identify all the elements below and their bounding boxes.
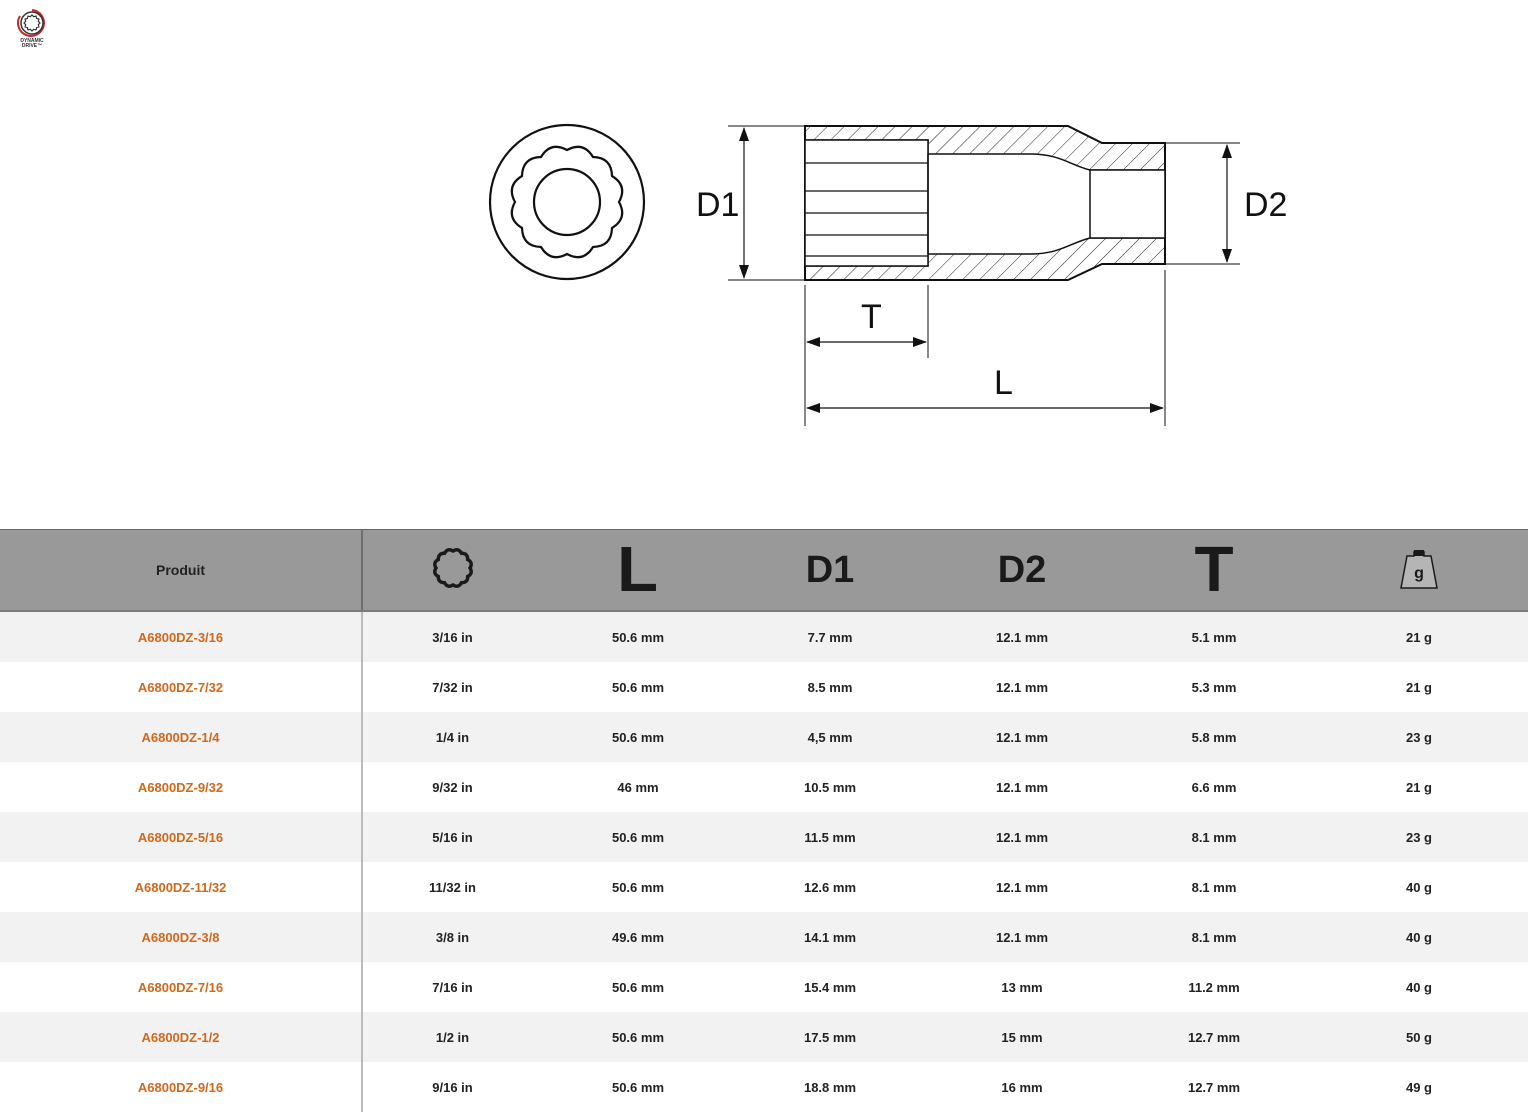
t-cell: 11.2 mm [1118, 962, 1310, 1012]
socket-end-view [490, 125, 644, 279]
t-cell: 8.1 mm [1118, 912, 1310, 962]
weight-cell: 40 g [1310, 962, 1528, 1012]
t-cell: 8.1 mm [1118, 812, 1310, 862]
t-label: T [861, 298, 882, 336]
product-cell[interactable]: A6800DZ-3/16 [0, 611, 362, 662]
d2-cell: 12.1 mm [926, 712, 1118, 762]
d2-cell: 12.1 mm [926, 912, 1118, 962]
header-t-label: T [1194, 532, 1234, 605]
weight-cell: 40 g [1310, 862, 1528, 912]
t-cell: 5.1 mm [1118, 611, 1310, 662]
length-cell: 50.6 mm [542, 962, 734, 1012]
logo-text-line2: DRIVE™ [21, 43, 43, 49]
header-weight [1310, 530, 1528, 612]
length-cell: 50.6 mm [542, 662, 734, 712]
header-d2-label: D2 [997, 549, 1047, 591]
length-cell: 50.6 mm [542, 862, 734, 912]
product-cell[interactable]: A6800DZ-3/8 [0, 912, 362, 962]
weight-cell: 21 g [1310, 611, 1528, 662]
size-cell: 11/32 in [362, 862, 542, 912]
table-row [0, 762, 1528, 812]
table-row [0, 862, 1528, 912]
header-size [362, 530, 542, 612]
d2-cell: 12.1 mm [926, 662, 1118, 712]
d1-label: D1 [696, 186, 740, 224]
d2-cell: 12.1 mm [926, 762, 1118, 812]
size-cell: 1/2 in [362, 1012, 542, 1062]
socket-technical-drawing [470, 110, 1310, 440]
d1-cell: 14.1 mm [734, 912, 926, 962]
d1-cell: 4,5 mm [734, 712, 926, 762]
d2-cell: 12.1 mm [926, 862, 1118, 912]
d2-cell: 15 mm [926, 1012, 1118, 1062]
weight-cell: 21 g [1310, 662, 1528, 712]
d1-cell: 17.5 mm [734, 1012, 926, 1062]
size-cell: 5/16 in [362, 812, 542, 862]
product-cell[interactable]: A6800DZ-1/4 [0, 712, 362, 762]
t-cell: 5.3 mm [1118, 662, 1310, 712]
weight-cell: 23 g [1310, 712, 1528, 762]
length-cell: 49.6 mm [542, 912, 734, 962]
product-cell[interactable]: A6800DZ-9/16 [0, 1062, 362, 1112]
table-row [0, 812, 1528, 862]
d1-cell: 10.5 mm [734, 762, 926, 812]
length-cell: 50.6 mm [542, 712, 734, 762]
weight-cell: 21 g [1310, 762, 1528, 812]
product-cell[interactable]: A6800DZ-9/32 [0, 762, 362, 812]
header-d2 [926, 530, 1118, 612]
d2-cell: 12.1 mm [926, 611, 1118, 662]
product-cell[interactable]: A6800DZ-7/32 [0, 662, 362, 712]
weight-cell: 23 g [1310, 812, 1528, 862]
t-cell: 6.6 mm [1118, 762, 1310, 812]
size-cell: 1/4 in [362, 712, 542, 762]
weight-icon [1395, 544, 1443, 597]
table-row [0, 662, 1528, 712]
d2-cell: 13 mm [926, 962, 1118, 1012]
length-cell: 46 mm [542, 762, 734, 812]
header-d1 [734, 530, 926, 612]
header-length [542, 530, 734, 612]
product-cell[interactable]: A6800DZ-1/2 [0, 1012, 362, 1062]
logo-text-line1: DYNAMIC [20, 38, 44, 44]
l-dimension [807, 270, 1165, 426]
weight-cell: 50 g [1310, 1012, 1528, 1062]
d2-label: D2 [1244, 186, 1288, 224]
table-row [0, 712, 1528, 762]
length-cell: 50.6 mm [542, 812, 734, 862]
length-cell: 50.6 mm [542, 611, 734, 662]
twelve-point-socket-icon [429, 544, 477, 597]
t-cell: 12.7 mm [1118, 1012, 1310, 1062]
d1-cell: 12.6 mm [734, 862, 926, 912]
product-cell[interactable]: A6800DZ-7/16 [0, 962, 362, 1012]
table-row [0, 1012, 1528, 1062]
specifications-table [0, 529, 1528, 1112]
size-cell: 9/16 in [362, 1062, 542, 1112]
t-cell: 12.7 mm [1118, 1062, 1310, 1112]
l-label: L [994, 364, 1013, 402]
d1-cell: 8.5 mm [734, 662, 926, 712]
weight-cell: 49 g [1310, 1062, 1528, 1112]
d2-cell: 12.1 mm [926, 812, 1118, 862]
length-cell: 50.6 mm [542, 1012, 734, 1062]
header-product: Produit [0, 530, 362, 612]
t-dimension [805, 285, 928, 426]
d1-cell: 7.7 mm [734, 611, 926, 662]
table-row [0, 912, 1528, 962]
table-row [0, 962, 1528, 1012]
size-cell: 3/16 in [362, 611, 542, 662]
header-t [1118, 530, 1310, 612]
socket-section-view [805, 126, 1165, 280]
size-cell: 9/32 in [362, 762, 542, 812]
header-d1-label: D1 [805, 549, 855, 591]
t-cell: 5.8 mm [1118, 712, 1310, 762]
d1-cell: 18.8 mm [734, 1062, 926, 1112]
table-row [0, 1062, 1528, 1112]
dynamic-drive-logo [12, 6, 52, 52]
length-cell: 50.6 mm [542, 1062, 734, 1112]
d2-dimension [1165, 143, 1287, 264]
d1-cell: 15.4 mm [734, 962, 926, 1012]
weight-unit-label: g [1414, 564, 1424, 582]
d1-dimension [692, 126, 805, 280]
table-header-row [0, 530, 1528, 612]
product-cell[interactable]: A6800DZ-5/16 [0, 812, 362, 862]
weight-cell: 40 g [1310, 912, 1528, 962]
t-cell: 8.1 mm [1118, 862, 1310, 912]
product-cell[interactable]: A6800DZ-11/32 [0, 862, 362, 912]
d1-cell: 11.5 mm [734, 812, 926, 862]
size-cell: 3/8 in [362, 912, 542, 962]
table-row [0, 611, 1528, 662]
size-cell: 7/16 in [362, 962, 542, 1012]
d2-cell: 16 mm [926, 1062, 1118, 1112]
header-length-label: L [617, 532, 659, 605]
size-cell: 7/32 in [362, 662, 542, 712]
